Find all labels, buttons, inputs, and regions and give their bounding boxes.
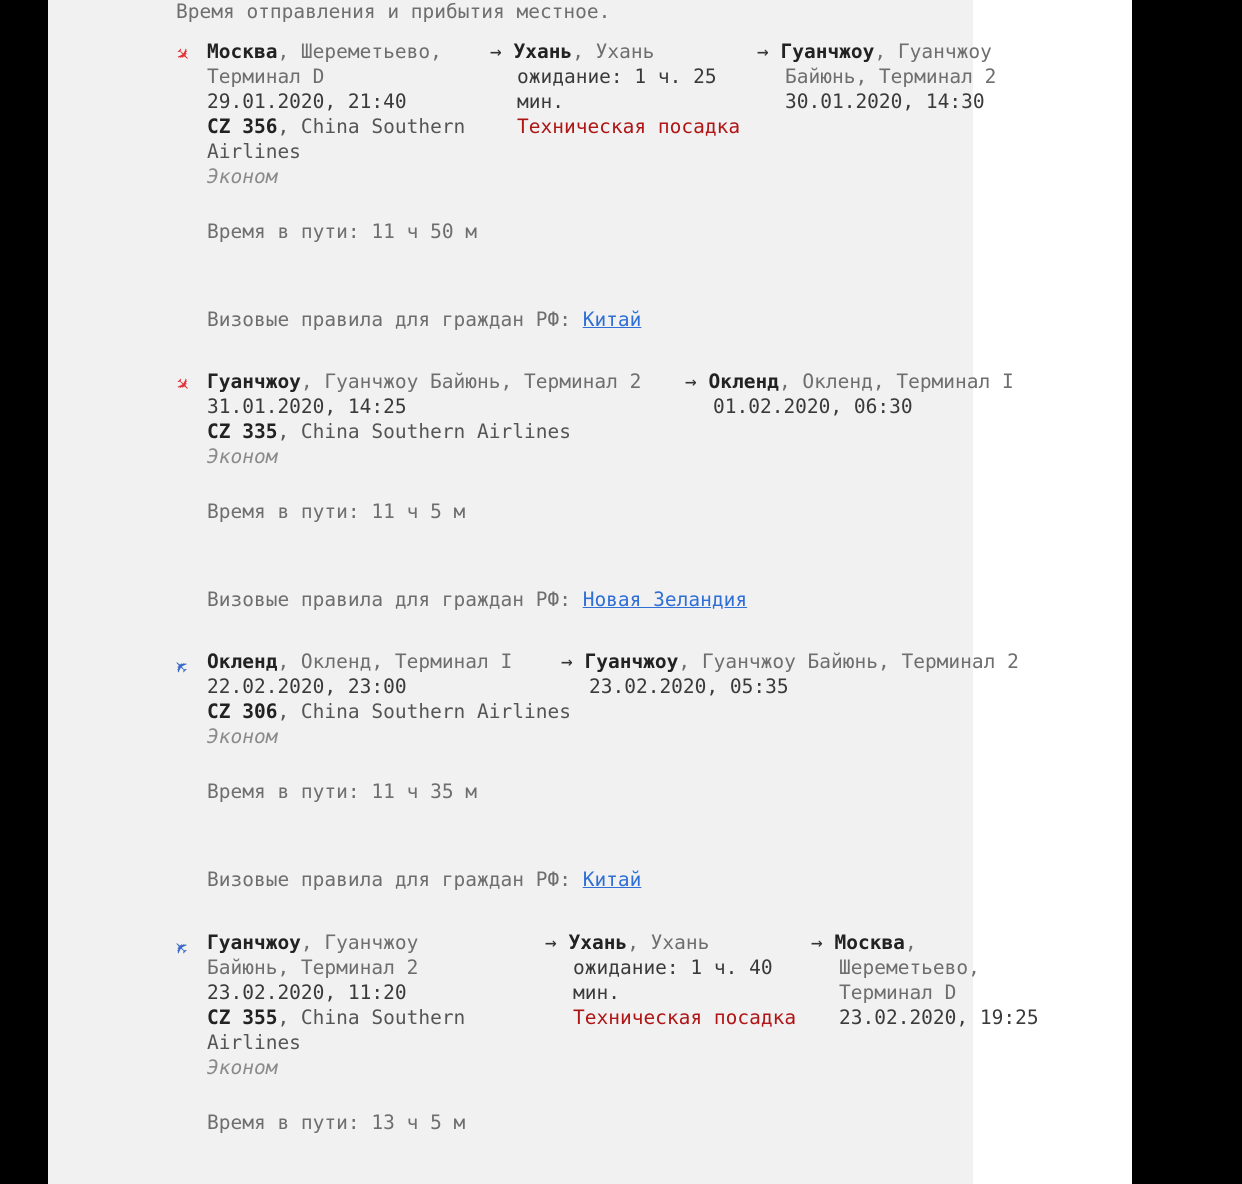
- arrow-right-icon: →: [561, 650, 585, 673]
- arrival-line-1: [685, 369, 1014, 394]
- visa-rules-label: Визовые правила для граждан РФ:: [207, 308, 571, 331]
- airline-line-2: Airlines: [207, 140, 301, 163]
- arrival-datetime: 23.02.2020, 19:25: [839, 1006, 1039, 1029]
- flight-code: CZ 306: [207, 700, 278, 723]
- technical-stop-label: Техническая посадка: [517, 115, 741, 138]
- departure-datetime: 22.02.2020, 23:00: [207, 675, 407, 698]
- departure-city: Окленд: [207, 650, 278, 673]
- travel-time: [207, 499, 465, 524]
- departure-line-1: [207, 930, 418, 955]
- flight-line-1: [207, 1005, 465, 1030]
- departure-line-1: [207, 649, 512, 674]
- arrow-right-icon: →: [545, 931, 569, 954]
- cabin-class: Эконом: [207, 165, 278, 188]
- departure-line-1: [207, 39, 442, 64]
- airline: , China Southern Airlines: [277, 420, 571, 443]
- travel-time-label: Время в пути:: [207, 1111, 360, 1134]
- outbound-plane-icon: ✈: [170, 373, 195, 398]
- departure-city: Гуанчжоу: [207, 370, 301, 393]
- arrival-datetime: 01.02.2020, 06:30: [713, 395, 913, 418]
- stop-wait-1: ожидание: 1 ч. 40: [573, 956, 773, 979]
- travel-time-value: 13 ч 5 м: [371, 1111, 466, 1134]
- visa-rules-label: Визовые правила для граждан РФ:: [207, 588, 571, 611]
- arrival-airport: Шереметьево,: [839, 956, 980, 979]
- arrival-line-1: [757, 39, 992, 64]
- travel-time-label: Время в пути:: [207, 780, 360, 803]
- flight-code: CZ 355: [207, 1006, 278, 1029]
- travel-time-label: Время в пути:: [207, 220, 360, 243]
- visa-rules: [207, 307, 641, 332]
- departure-airport: , Гуанчжоу Байюнь, Терминал 2: [300, 370, 642, 393]
- arrival-line-1: [811, 930, 917, 955]
- arrival-airport: , Гуанчжоу Байюнь, Терминал 2: [678, 650, 1019, 673]
- arrival-terminal: Терминал D: [839, 981, 957, 1004]
- departure-city: Москва: [207, 40, 278, 63]
- travel-time-label: Время в пути:: [207, 500, 360, 523]
- outbound-plane-icon: ✈: [170, 43, 195, 68]
- arrival-city: Окленд: [708, 370, 779, 393]
- return-plane-icon: ✈: [169, 653, 194, 678]
- arrow-right-icon: →: [811, 931, 835, 954]
- arrival-airport: , Окленд, Терминал I: [778, 370, 1014, 393]
- stop-wait-2: мин.: [517, 90, 564, 113]
- travel-time: [207, 219, 477, 244]
- departure-city: Гуанчжоу: [207, 931, 301, 954]
- travel-time-value: 11 ч 35 м: [371, 780, 478, 803]
- departure-datetime: 29.01.2020, 21:40: [207, 90, 407, 113]
- arrival-city: Москва: [834, 931, 905, 954]
- airline: , China Southern Airlines: [277, 700, 571, 723]
- visa-link-china[interactable]: Китай: [582, 308, 642, 331]
- visa-rules: [207, 867, 641, 892]
- departure-airport: , Окленд, Терминал I: [277, 650, 513, 673]
- flight-code: CZ 335: [207, 420, 278, 443]
- flight-line-1: [207, 699, 571, 724]
- travel-time-value: 11 ч 5 м: [371, 500, 466, 523]
- departure-terminal: Байюнь, Терминал 2: [207, 956, 419, 979]
- departure-airport: , Гуанчжоу: [300, 931, 419, 954]
- arrival-terminal: Байюнь, Терминал 2: [785, 65, 997, 88]
- departure-datetime: 23.02.2020, 11:20: [207, 981, 407, 1004]
- airline: , China Southern: [277, 115, 466, 138]
- arrow-right-icon: →: [490, 40, 514, 63]
- flight-line-1: [207, 114, 465, 139]
- visa-rules: [207, 587, 747, 612]
- arrival-city: Гуанчжоу: [780, 40, 875, 63]
- arrival-city: Гуанчжоу: [584, 650, 679, 673]
- stop-wait-1: ожидание: 1 ч. 25: [517, 65, 717, 88]
- arrival-line-1: [561, 649, 1019, 674]
- arrow-right-icon: →: [757, 40, 781, 63]
- arrow-right-icon: →: [685, 370, 709, 393]
- cabin-class: Эконом: [207, 1056, 278, 1079]
- travel-time: [207, 1110, 465, 1135]
- arrival-datetime: 30.01.2020, 14:30: [785, 90, 985, 113]
- cabin-class: Эконом: [207, 725, 278, 748]
- airline-line-2: Airlines: [207, 1031, 301, 1054]
- stop-city: Ухань: [513, 40, 573, 63]
- stop-line-1: [490, 39, 654, 64]
- travel-time: [207, 779, 477, 804]
- stop-airport: , Ухань: [627, 931, 710, 954]
- visa-link-china[interactable]: Китай: [582, 868, 642, 891]
- return-plane-icon: ✈: [169, 934, 194, 959]
- visa-link-new-zealand[interactable]: Новая Зеландия: [582, 588, 748, 611]
- stop-wait-2: мин.: [573, 981, 620, 1004]
- stop-airport: , Ухань: [572, 40, 655, 63]
- departure-line-1: [207, 369, 641, 394]
- arrival-comma: ,: [904, 931, 917, 954]
- departure-airport: , Шереметьево,: [277, 40, 442, 63]
- stop-city: Ухань: [568, 931, 628, 954]
- flight-code: CZ 356: [207, 115, 278, 138]
- airline: , China Southern: [277, 1006, 466, 1029]
- cabin-class: Эконом: [207, 445, 278, 468]
- visa-rules-label: Визовые правила для граждан РФ:: [207, 868, 571, 891]
- arrival-airport: , Гуанчжоу: [874, 40, 992, 63]
- stop-line-1: [545, 930, 709, 955]
- arrival-datetime: 23.02.2020, 05:35: [589, 675, 789, 698]
- local-time-note: Время отправления и прибытия местное.: [176, 0, 611, 23]
- technical-stop-label: Техническая посадка: [573, 1006, 797, 1029]
- departure-datetime: 31.01.2020, 14:25: [207, 395, 407, 418]
- travel-time-value: 11 ч 50 м: [371, 220, 478, 243]
- flight-line-1: [207, 419, 571, 444]
- departure-terminal: Терминал D: [207, 65, 325, 88]
